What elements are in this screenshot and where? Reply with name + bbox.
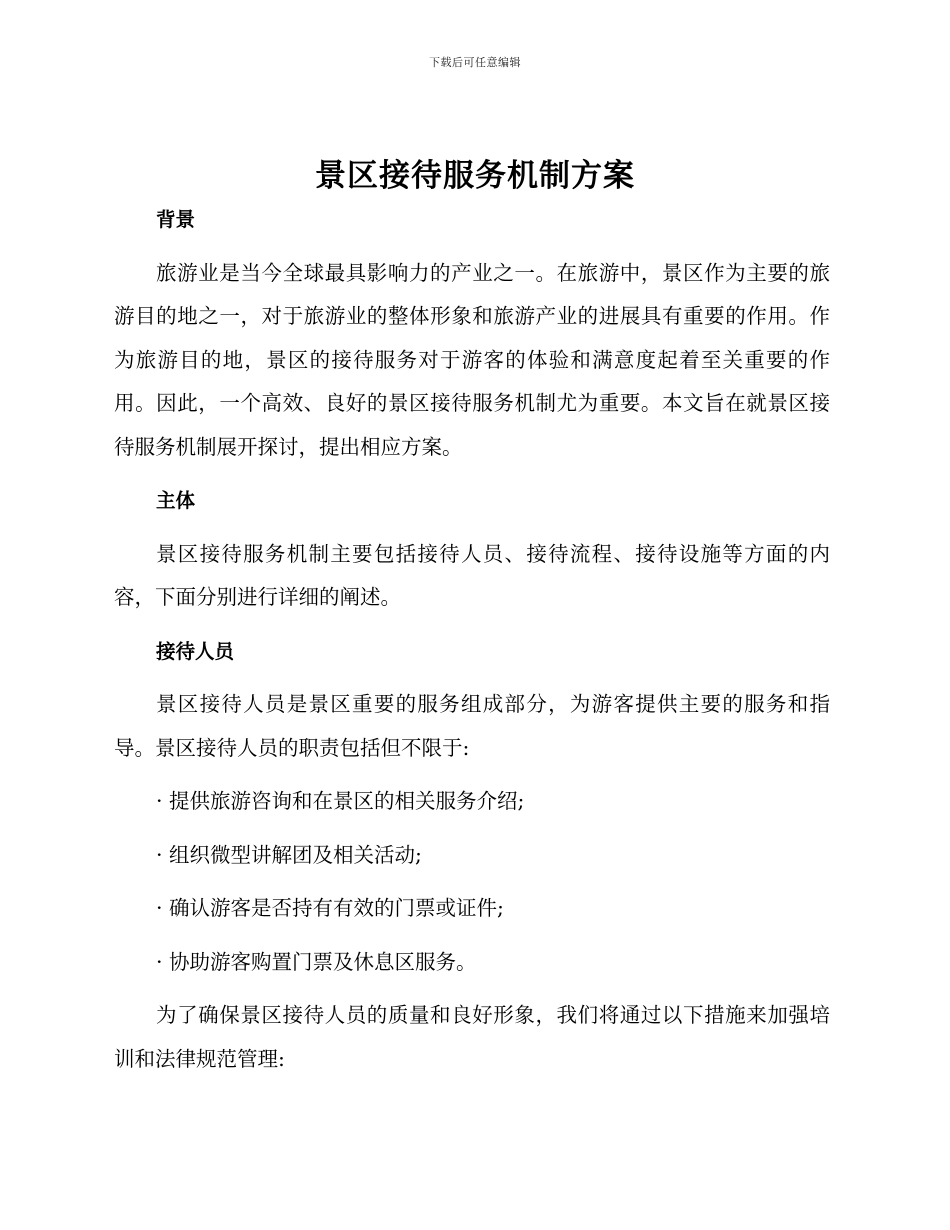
staff-duty-item: · 协助游客购置门票及休息区服务。 <box>156 949 477 974</box>
document-title: 景区接待服务机制方案 <box>315 158 635 194</box>
staff-paragraph: 景区接待人员是景区重要的服务组成部分，为游客提供主要的服务和指导。景区接待人员的职责包括但不限于: <box>114 692 830 760</box>
staff-duty-item: · 组织微型讲解团及相关活动; <box>156 842 422 867</box>
main-paragraph: 景区接待服务机制主要包括接待人员、接待流程、接待设施等方面的内容，下面分别进行详细的阐述。 <box>114 541 830 609</box>
section-heading-background: 背景 <box>156 208 196 231</box>
document-body <box>114 198 830 1091</box>
section-heading-main: 主体 <box>156 489 196 512</box>
staff-duty-item: · 提供旅游咨询和在景区的相关服务介绍; <box>156 789 525 813</box>
staff-closing-paragraph: 为了确保景区接待人员的质量和良好形象，我们将通过以下措施来加强培训和法律规范管理: <box>114 1003 830 1071</box>
background-paragraph: 旅游业是当今全球最具影响力的产业之一。在旅游中，景区作为主要的旅游目的地之一，对于旅游业的整体形象和旅游产业的进展具有重要的作用。作为旅游目的地，景区的接待服务对于游客的体验和满意度起着至关重要的作用。因此，一个高效、良好的景区接待服务机制尤为重要。本文旨在就景区接待服务机制展开探讨，提出相应方案。 <box>114 260 830 459</box>
section-heading-staff: 接待人员 <box>156 639 235 663</box>
header-note: 下载后可任意编辑 <box>429 56 521 69</box>
staff-duty-item: · 确认游客是否持有有效的门票或证件; <box>156 896 504 920</box>
